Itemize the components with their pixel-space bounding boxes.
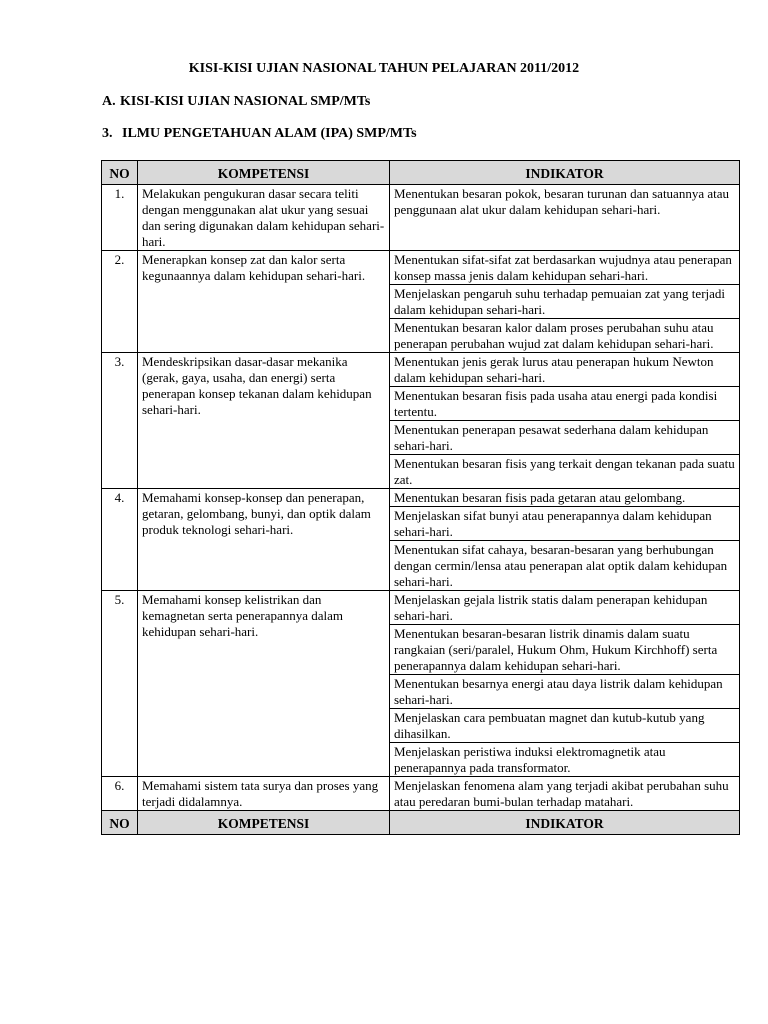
row-number: 3. — [102, 353, 138, 489]
table-row — [102, 353, 740, 387]
row-number: 6. — [102, 777, 138, 811]
subsection-marker: 3. — [102, 126, 113, 141]
column-header-indikator: INDIKATOR — [390, 161, 740, 185]
indikator-cell: Menentukan sifat-sifat zat berdasarkan wujudnya atau penerapan konsep massa jenis dalam kehidupan sehari-hari. — [390, 251, 740, 285]
row-number: 4. — [102, 489, 138, 591]
indikator-cell: Menentukan jenis gerak lurus atau penerapan hukum Newton dalam kehidupan sehari-hari. — [390, 353, 740, 387]
indikator-cell: Menentukan besaran pokok, besaran turunan dan satuannya atau penggunaan alat ukur dalam kehidupan sehari-hari. — [390, 185, 740, 251]
indikator-cell: Menjelaskan sifat bunyi atau penerapannya dalam kehidupan sehari-hari. — [390, 507, 740, 541]
table-body — [102, 185, 740, 811]
indikator-cell: Menjelaskan cara pembuatan magnet dan kutub-kutub yang dihasilkan. — [390, 709, 740, 743]
indikator-cell: Menentukan besaran fisis pada getaran atau gelombang. — [390, 489, 740, 507]
kompetensi-cell: Memahami konsep kelistrikan dan kemagnetan serta penerapannya dalam kehidupan sehari-hari. — [138, 591, 390, 777]
table-row — [102, 185, 740, 251]
section-heading-a — [102, 93, 370, 111]
column-header-indikator: INDIKATOR — [390, 811, 740, 835]
indikator-cell: Menentukan besaran-besaran listrik dinamis dalam suatu rangkaian (seri/paralel, Hukum Ohm, Hukum Kirchhoff) serta penerapannya dalam kehidupan sehari-hari. — [390, 625, 740, 675]
kompetensi-cell: Mendeskripsikan dasar-dasar mekanika (gerak, gaya, usaha, dan energi) serta penerapan konsep tekanan dalam kehidupan sehari-hari. — [138, 353, 390, 489]
kisi-kisi-table — [101, 160, 740, 835]
indikator-cell: Menjelaskan pengaruh suhu terhadap pemuaian zat yang terjadi dalam kehidupan sehari-hari. — [390, 285, 740, 319]
section-marker: A. — [102, 94, 116, 109]
table-row — [102, 251, 740, 285]
indikator-cell: Menentukan besaran kalor dalam proses perubahan suhu atau penerapan perubahan wujud zat dalam kehidupan sehari-hari. — [390, 319, 740, 353]
indikator-cell: Menentukan besaran fisis pada usaha atau energi pada kondisi tertentu. — [390, 387, 740, 421]
document-title: KISI-KISI UJIAN NASIONAL TAHUN PELAJARAN 2011/2012 — [188, 61, 580, 76]
column-header-kompetensi: KOMPETENSI — [138, 161, 390, 185]
kompetensi-cell: Menerapkan konsep zat dan kalor serta kegunaannya dalam kehidupan sehari-hari. — [138, 251, 390, 353]
indikator-cell: Menjelaskan fenomena alam yang terjadi akibat perubahan suhu atau peredaran bumi-bulan terhadap matahari. — [390, 777, 740, 811]
indikator-cell: Menjelaskan peristiwa induksi elektromagnetik atau penerapannya pada transformator. — [390, 743, 740, 777]
row-number: 2. — [102, 251, 138, 353]
indikator-cell: Menentukan besaran fisis yang terkait dengan tekanan pada suatu zat. — [390, 455, 740, 489]
kompetensi-cell: Melakukan pengukuran dasar secara teliti dengan menggunakan alat ukur yang sesuai dan sering digunakan dalam kehidupan sehari-hari. — [138, 185, 390, 251]
subsection-heading-text: ILMU PENGETAHUAN ALAM (IPA) SMP/MTs — [122, 126, 417, 141]
kompetensi-cell: Memahami konsep-konsep dan penerapan, getaran, gelombang, bunyi, dan optik dalam produk teknologi sehari-hari. — [138, 489, 390, 591]
row-number: 1. — [102, 185, 138, 251]
table-row — [102, 591, 740, 625]
indikator-cell: Menentukan penerapan pesawat sederhana dalam kehidupan sehari-hari. — [390, 421, 740, 455]
column-header-no: NO — [102, 811, 138, 835]
section-heading-text: KISI-KISI UJIAN NASIONAL SMP/MTs — [120, 94, 371, 109]
kompetensi-cell: Memahami sistem tata surya dan proses yang terjadi didalamnya. — [138, 777, 390, 811]
column-header-kompetensi: KOMPETENSI — [138, 811, 390, 835]
table-footer-header-row — [102, 811, 740, 835]
table-header-row — [102, 161, 740, 185]
subsection-heading-3 — [102, 125, 417, 143]
row-number: 5. — [102, 591, 138, 777]
indikator-cell: Menjelaskan gejala listrik statis dalam penerapan kehidupan sehari-hari. — [390, 591, 740, 625]
table-row — [102, 489, 740, 507]
indikator-cell: Menentukan sifat cahaya, besaran-besaran yang berhubungan dengan cermin/lensa atau penerapan alat optik dalam kehidupan sehari-hari. — [390, 541, 740, 591]
indikator-cell: Menentukan besarnya energi atau daya listrik dalam kehidupan sehari-hari. — [390, 675, 740, 709]
column-header-no: NO — [102, 161, 138, 185]
table-row — [102, 777, 740, 811]
